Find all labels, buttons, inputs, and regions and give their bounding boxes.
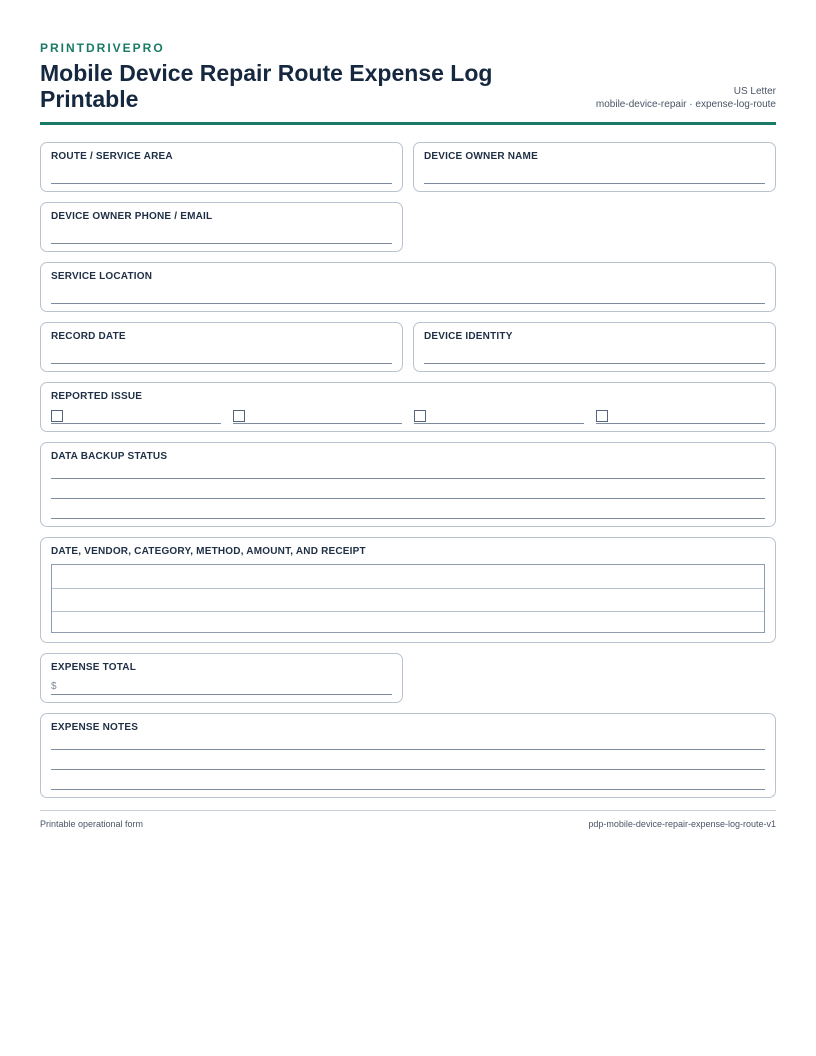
device-owner-name-field xyxy=(413,142,776,192)
device-owner-name-input-line[interactable] xyxy=(424,183,765,184)
footer-divider xyxy=(40,810,776,811)
brand-name: PRINTDRIVEPRO xyxy=(40,41,165,55)
device-owner-contact-label: DEVICE OWNER PHONE / EMAIL xyxy=(51,211,213,222)
form-code: mobile-device-repair · expense-log-route xyxy=(595,99,776,110)
expense-notes-line[interactable] xyxy=(51,749,765,750)
route-service-area-field xyxy=(40,142,403,192)
device-identity-input-line[interactable] xyxy=(424,363,765,364)
reported-issue-option xyxy=(51,409,221,424)
checkbox[interactable] xyxy=(233,410,245,422)
expense-notes-line[interactable] xyxy=(51,789,765,790)
expense-notes-label: EXPENSE NOTES xyxy=(51,722,139,733)
route-service-area-input-line[interactable] xyxy=(51,183,392,184)
page-title: Mobile Device Repair Route Expense Log Printable xyxy=(40,60,493,112)
expense-table-label: DATE, VENDOR, CATEGORY, METHOD, AMOUNT, AND RECEIPT xyxy=(51,546,366,557)
table-row-divider xyxy=(52,588,764,589)
form-meta xyxy=(596,85,776,111)
record-date-label: RECORD DATE xyxy=(51,331,126,342)
expense-table xyxy=(51,564,765,633)
expense-notes-field xyxy=(40,713,776,798)
device-owner-contact-field xyxy=(40,202,403,252)
record-date-field xyxy=(40,322,403,372)
reported-issue-option xyxy=(233,409,403,424)
data-backup-status-line[interactable] xyxy=(51,498,765,499)
footer-form-id: pdp-mobile-device-repair-expense-log-route-v1 xyxy=(588,819,776,829)
expense-notes-line[interactable] xyxy=(51,769,765,770)
device-owner-contact-input-line[interactable] xyxy=(51,243,392,244)
device-owner-name-label: DEVICE OWNER NAME xyxy=(424,151,538,162)
data-backup-status-line[interactable] xyxy=(51,478,765,479)
reported-issue-options xyxy=(51,409,765,425)
table-row-divider xyxy=(52,611,764,612)
data-backup-status-label: DATA BACKUP STATUS xyxy=(51,451,168,462)
expense-total-field xyxy=(40,653,403,703)
reported-issue-field xyxy=(40,382,776,432)
data-backup-status-field xyxy=(40,442,776,527)
checkbox[interactable] xyxy=(51,410,63,422)
service-location-input-line[interactable] xyxy=(51,303,765,304)
checkbox[interactable] xyxy=(414,410,426,422)
reported-issue-option xyxy=(414,409,584,424)
reported-issue-label: REPORTED ISSUE xyxy=(51,391,143,402)
reported-issue-option xyxy=(596,409,766,424)
header-divider xyxy=(40,122,776,125)
currency-symbol: $ xyxy=(51,681,57,692)
expense-table-field xyxy=(40,537,776,643)
device-identity-field xyxy=(413,322,776,372)
service-location-field xyxy=(40,262,776,312)
service-location-label: SERVICE LOCATION xyxy=(51,271,153,282)
device-identity-label: DEVICE IDENTITY xyxy=(424,331,513,342)
footer-note: Printable operational form xyxy=(40,819,144,829)
expense-total-label: EXPENSE TOTAL xyxy=(51,662,137,673)
paper-size: US Letter xyxy=(733,86,776,97)
data-backup-status-line[interactable] xyxy=(51,518,765,519)
checkbox[interactable] xyxy=(596,410,608,422)
record-date-input-line[interactable] xyxy=(51,363,392,364)
expense-total-input-line[interactable] xyxy=(51,694,392,695)
route-service-area-label: ROUTE / SERVICE AREA xyxy=(51,151,173,162)
